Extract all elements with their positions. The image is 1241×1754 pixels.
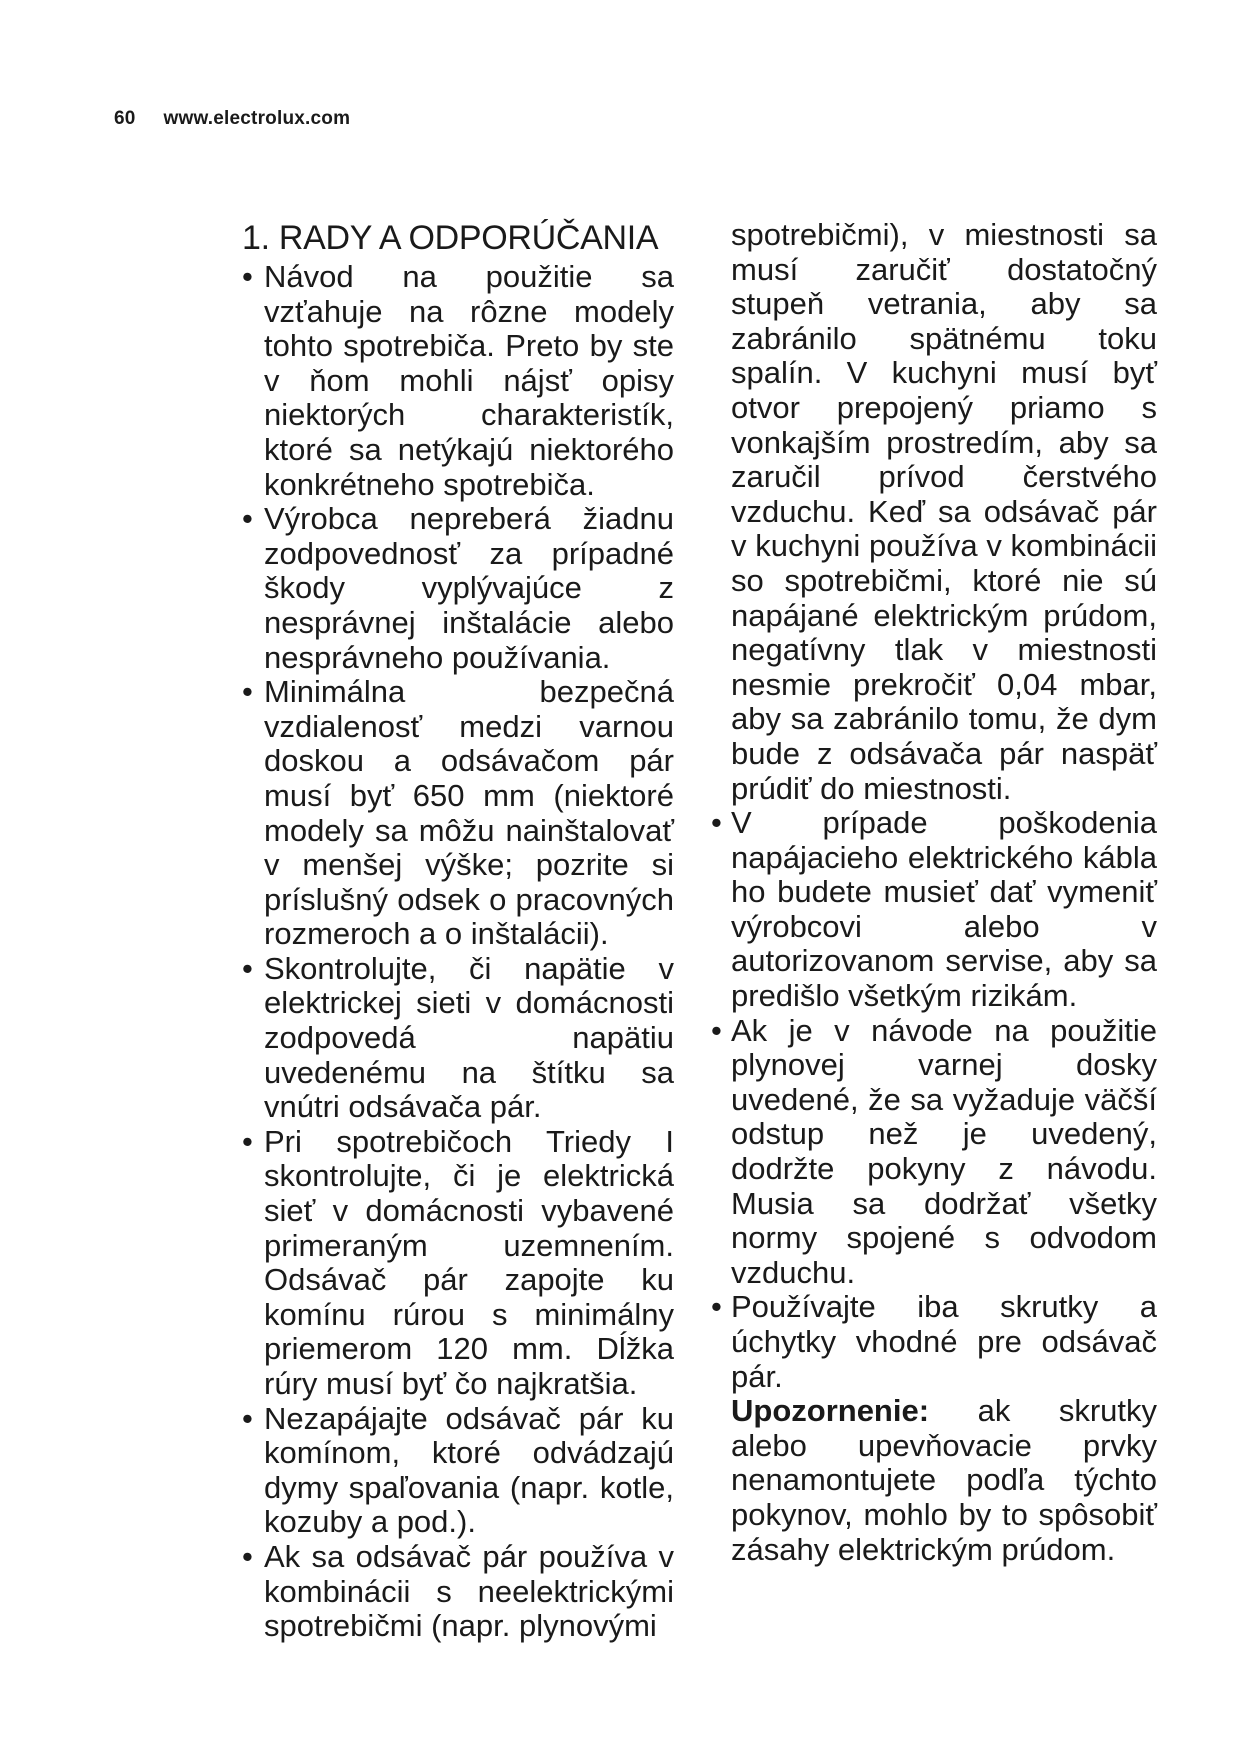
page-header	[114, 108, 350, 130]
right-column	[711, 218, 1157, 1567]
left-column	[242, 218, 674, 1644]
list-item: • Skontrolujte, či napätie v elektrickej sieti v domácnosti zodpovedá napätiu uvedenému na štítku sa vnútri odsávača pár.	[242, 952, 674, 1125]
list-item: • Výrobca nepreberá žiadnu zodpovednosť za prípadné škody vyplývajúce z nesprávnej inštalácie alebo nesprávneho používania.	[242, 502, 674, 675]
list-item: • Používajte iba skrutky a úchytky vhodné pre odsávač pár.	[711, 1290, 1157, 1394]
list-item: • Minimálna bezpečná vzdialenosť medzi varnou doskou a odsávačom pár musí byť 650 mm (niektoré modely sa môžu nainštalovať v menšej výške; pozrite si príslušný odsek o pracovných rozmeroch a o inštalácii).	[242, 675, 674, 952]
list-item: • Návod na použitie sa vzťahuje na rôzne modely tohto spotrebiča. Preto by ste v ňom mohli nájsť opisy niektorých charakteristík, ktoré sa netýkajú niektorého konkrétneho spotrebiča.	[242, 260, 674, 502]
page-number: 60	[114, 108, 136, 129]
list-item: • Ak je v návode na použitie plynovej varnej dosky uvedené, že sa vyžaduje väčší odstup než je uvedený, dodržte pokyny z návodu. Musia sa dodržať všetky normy spojené s odvodom vzduchu.	[711, 1014, 1157, 1291]
website-url: www.electrolux.com	[163, 108, 351, 129]
list-item: • Pri spotrebičoch Triedy I skontrolujte, či je elektrická sieť v domácnosti vybavené primeraným uzemnením. Odsávač pár zapojte ku komínu rúrou s minimálny priemerom 120 mm. Dĺžka rúry musí byť čo najkratšia.	[242, 1125, 674, 1402]
list-item: • Ak sa odsávač pár používa v kombinácii s neelektrickými spotrebičmi (napr. plynovými	[242, 1540, 674, 1644]
warning-note	[711, 1394, 1157, 1567]
right-bullet-list	[711, 806, 1157, 1394]
warning-label: Upozornenie:	[731, 1393, 930, 1429]
warning-text: ak skrutky alebo upevňovacie prvky nenamontujete podľa týchto pokynov, mohlo by to spôsobiť zásahy elektrickým prúdom.	[731, 1393, 1157, 1567]
list-item: • V prípade poškodenia napájacieho elektrického kábla ho budete musieť dať vymeniť výrobcovi alebo v autorizovanom servise, aby sa predišlo všetkým rizikám.	[711, 806, 1157, 1014]
section-title: 1. RADY A ODPORÚČANIA	[242, 219, 659, 257]
left-bullet-list	[242, 260, 674, 1644]
continued-paragraph: spotrebičmi), v miestnosti sa musí zaručiť dostatočný stupeň vetrania, aby sa zabránilo spätnému toku spalín. V kuchyni musí byť otvor prepojený priamo s vonkajším prostredím, aby sa zaručil prívod čerstvého vzduchu. Keď sa odsávač pár v kuchyni používa v kombinácii so spotrebičmi, ktoré nie sú napájané elektrickým prúdom, negatívny tlak v miestnosti nesmie prekročiť 0,04 mbar, aby sa zabránilo tomu, že dym bude z odsávača pár naspäť prúdiť do miestnosti.	[731, 217, 1157, 806]
list-item: • Nezapájajte odsávač pár ku komínom, ktoré odvádzajú dymy spaľovania (napr. kotle, kozuby a pod.).	[242, 1402, 674, 1540]
